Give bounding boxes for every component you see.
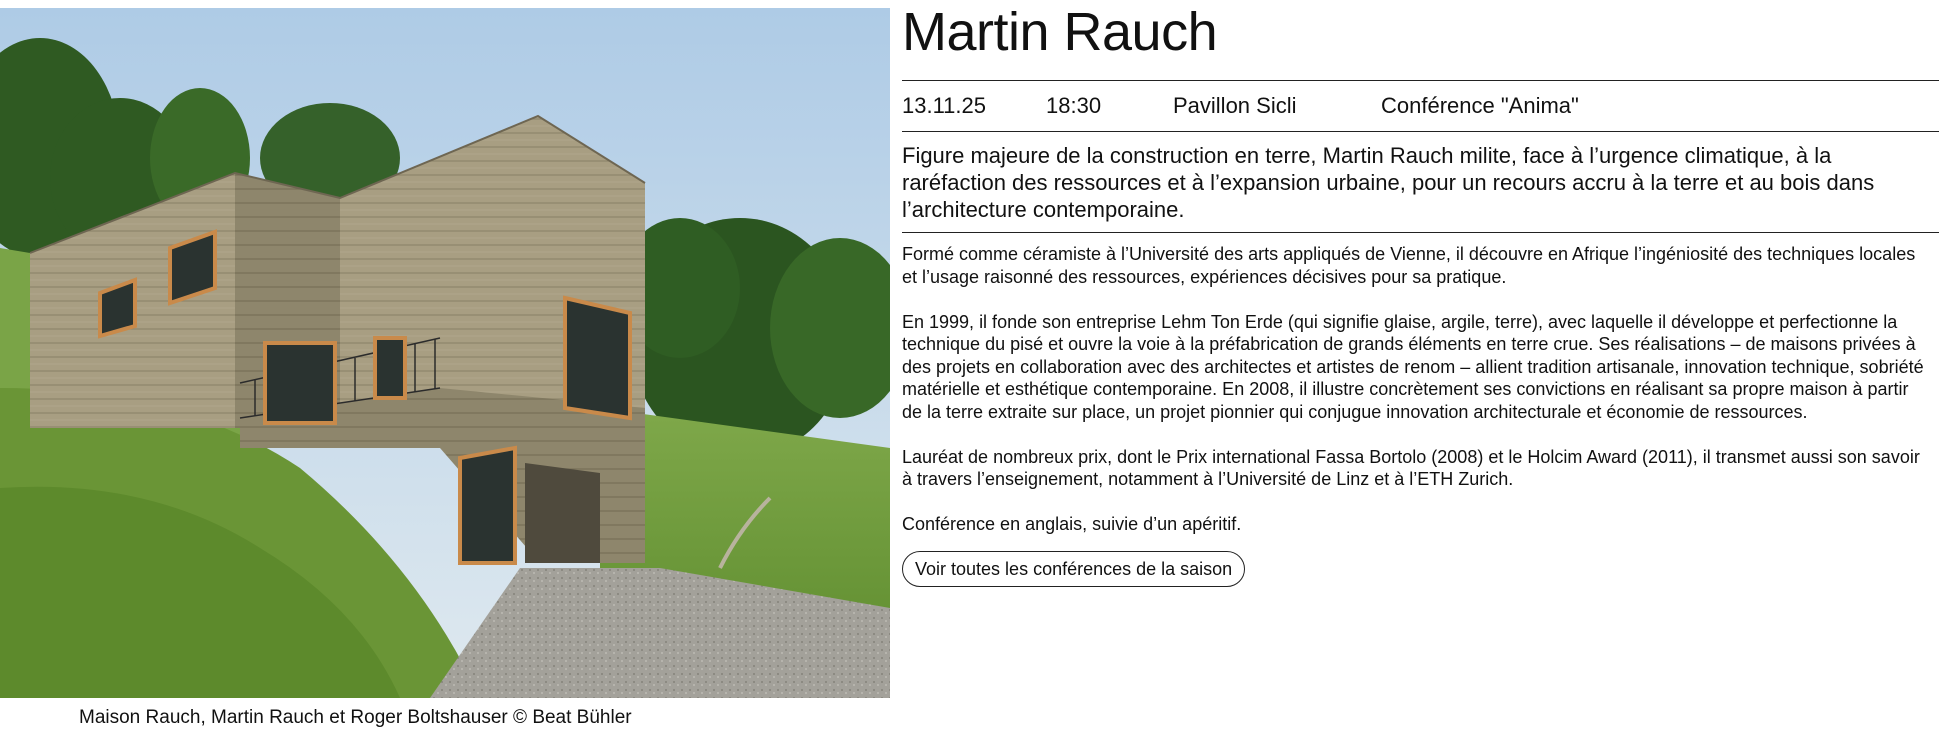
body-paragraph: Formé comme céramiste à l’Université des arts appliqués de Vienne, il découvre en Afrique l’ingéniosité des techniques locales et l’usage raisonné des ressources, expériences décisives pour sa pratique. [902, 244, 1916, 287]
event-meta [902, 81, 1939, 131]
event-series: Conférence "Anima" [1381, 93, 1579, 118]
event-details [902, 0, 1939, 731]
house-illustration [0, 8, 890, 698]
event-venue: Pavillon Sicli [1173, 93, 1297, 118]
body-text [902, 233, 1932, 536]
event-time: 18:30 [1046, 93, 1102, 118]
event-title: Martin Rauch [902, 2, 1218, 62]
photo-caption: Maison Rauch, Martin Rauch et Roger Boltshauser © Beat Bühler [79, 707, 632, 728]
body-paragraph: Conférence en anglais, suivie d’un apéritif. [902, 514, 1242, 534]
all-conferences-button[interactable]: Voir toutes les conférences de la saison [902, 551, 1245, 587]
body-paragraph: Lauréat de nombreux prix, dont le Prix international Fassa Bortolo (2008) et le Holcim Award (2011), il transmet aussi son savoir à travers l’enseignement, notamment à l’Université de Linz et à l’ETH Zurich. [902, 446, 1920, 489]
body-paragraph: En 1999, il fonde son entreprise Lehm Ton Erde (qui signifie glaise, argile, terre), avec laquelle il développe et perfectionne la technique du pisé et ouvre la voie à la préfabrication de grands éléments en terre crue. Ses réalisations – de maisons privées à des projets en collaboration avec des architectes et artistes de renom – allient tradition artisanale, innovation technique, sobriété matérielle et esthétique contemporaine. En 2008, il illustre concrètement ses convictions en réalisant sa propre maison à partir de la terre extraite sur place, un projet pionnier qui conjugue innovation architecturale et économie de ressources. [902, 311, 1924, 422]
lead-paragraph: Figure majeure de la construction en terre, Martin Rauch milite, face à l’urgence climatique, à la raréfaction des ressources et à l’expansion urbaine, pour un recours accru à la terre et au bois dans l’architecture contemporaine. [902, 143, 1875, 222]
house-photo [0, 8, 890, 698]
event-date: 13.11.25 [902, 93, 987, 118]
